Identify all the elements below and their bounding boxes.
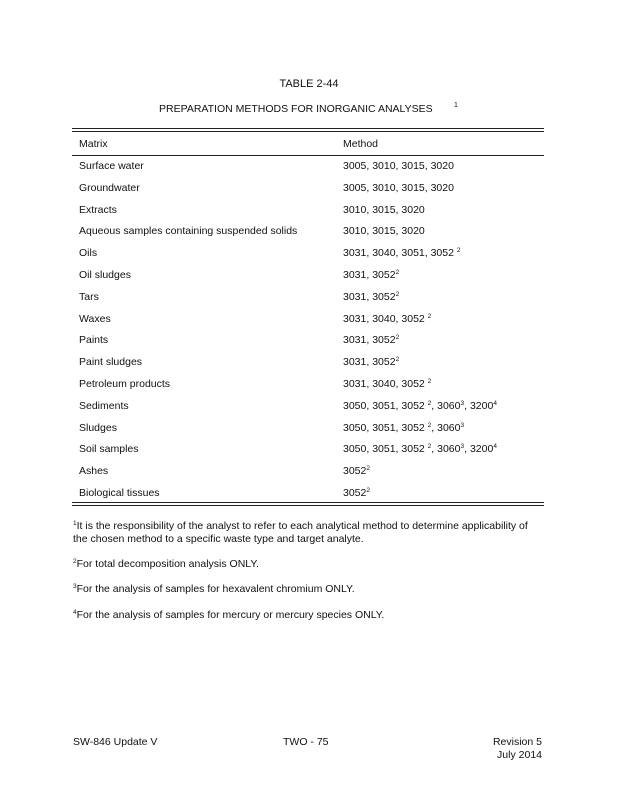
table-cell-matrix: Aqueous samples containing suspended solids	[79, 225, 298, 237]
footer-revision: Revision 5	[492, 736, 542, 748]
footnote-mark: 2	[73, 558, 77, 565]
footnote-ref: 2	[427, 443, 432, 450]
table-cell-method	[343, 422, 464, 434]
table-cell-method	[343, 313, 431, 325]
table-top-rule	[72, 128, 544, 132]
table-cell-method	[343, 378, 431, 390]
footnote-ref: 2	[427, 313, 432, 320]
table-cell-method	[343, 334, 399, 346]
table-cell-matrix: Extracts	[79, 204, 117, 216]
footnote-ref: 2	[395, 356, 400, 363]
method-text: , 3060	[431, 400, 461, 412]
table-cell-matrix: Ashes	[79, 465, 109, 477]
footnote-text: For the analysis of samples for mercury or mercury species ONLY.	[76, 609, 385, 621]
footnote-text: It is the responsibility of the analyst to refer to each analytical method to determine applicability of the chosen method to a specific waste type and target analyte.	[73, 520, 528, 545]
footnote-ref: 3	[460, 400, 465, 407]
table-cell-matrix: Oil sludges	[79, 269, 131, 281]
method-text: 3031, 3052	[343, 356, 396, 368]
table-cell-method	[343, 356, 399, 368]
table-cell-matrix: Sediments	[79, 400, 129, 412]
header-matrix: Matrix	[79, 138, 108, 150]
table-cell-method	[343, 443, 497, 455]
table-cell-matrix: Oils	[79, 247, 98, 259]
footnote-ref: 2	[456, 247, 461, 254]
method-text: 3005, 3010, 3015, 3020	[343, 160, 454, 172]
footnote-ref: 2	[427, 400, 432, 407]
table-cell-matrix: Paints	[79, 334, 109, 346]
footnote-ref: 3	[460, 422, 465, 429]
method-text: , 3060	[431, 443, 461, 455]
footnote-2	[73, 558, 543, 571]
method-text: 3031, 3040, 3051, 3052	[343, 247, 457, 259]
footnote-ref: 4	[493, 400, 497, 407]
footnote-ref: 2	[427, 378, 432, 385]
table-cell-method	[343, 247, 460, 259]
table-bottom-rule	[72, 502, 544, 506]
footnote-1	[73, 520, 543, 546]
table-cell-method	[343, 400, 497, 412]
header-rule	[72, 155, 544, 156]
method-text: , 3200	[464, 400, 494, 412]
method-text: 3050, 3051, 3052	[343, 400, 428, 412]
method-text: , 3200	[464, 443, 494, 455]
method-text: 3010, 3015, 3020	[343, 225, 425, 237]
footnote-ref: 4	[493, 443, 497, 450]
method-text: 3050, 3051, 3052	[343, 422, 428, 434]
method-text: 3031, 3052	[343, 291, 396, 303]
footnote-text: For total decomposition analysis ONLY.	[76, 558, 259, 570]
footnote-ref: 2	[366, 465, 370, 472]
footnote-ref: 2	[395, 334, 400, 341]
method-text: 3050, 3051, 3052	[343, 443, 428, 455]
footnote-text: For the analysis of samples for hexavalent chromium ONLY.	[76, 583, 355, 595]
table-cell-matrix: Sludges	[79, 422, 117, 434]
table-cell-matrix: Biological tissues	[79, 487, 160, 499]
table-cell-method	[343, 204, 425, 216]
method-text: 3052	[343, 487, 367, 499]
table-cell-matrix: Soil samples	[79, 443, 139, 455]
table-cell-matrix: Surface water	[79, 160, 144, 172]
table-cell-method	[343, 160, 454, 172]
table-cell-matrix: Tars	[79, 291, 99, 303]
table-cell-matrix: Paint sludges	[79, 356, 143, 368]
method-text: 3052	[343, 465, 367, 477]
table-cell-method	[343, 269, 399, 281]
footnote-ref: 3	[460, 443, 465, 450]
method-text: , 3060	[431, 422, 461, 434]
table-cell-method	[343, 225, 425, 237]
table-cell-matrix: Waxes	[79, 313, 111, 325]
footnote-mark: 4	[73, 609, 77, 616]
table-title: TABLE 2-44	[279, 78, 339, 90]
footnote-mark: 3	[73, 583, 77, 590]
footnote-4	[73, 609, 543, 622]
footer-document-id: SW-846 Update V	[73, 736, 158, 748]
table-cell-matrix: Petroleum products	[79, 378, 171, 390]
method-text: 3031, 3040, 3052	[343, 378, 428, 390]
table-cell-method	[343, 182, 454, 194]
method-text: 3031, 3040, 3052	[343, 313, 428, 325]
method-text: 3010, 3015, 3020	[343, 204, 425, 216]
subtitle-footnote-mark: 1	[454, 102, 458, 109]
footnote-ref: 2	[395, 291, 400, 298]
table-subtitle-text: PREPARATION METHODS FOR INORGANIC ANALYSES	[159, 103, 433, 115]
footer-revision-block	[470, 736, 542, 762]
footnote-ref: 2	[395, 269, 400, 276]
footer-page-number: TWO - 75	[283, 736, 329, 748]
method-text: 3031, 3052	[343, 334, 396, 346]
table-cell-matrix: Groundwater	[79, 182, 140, 194]
table-cell-method	[343, 465, 370, 477]
footnote-3	[73, 583, 543, 596]
footnote-ref: 2	[366, 487, 370, 494]
table-cell-method	[343, 291, 399, 303]
method-text: 3031, 3052	[343, 269, 396, 281]
method-text: 3005, 3010, 3015, 3020	[343, 182, 454, 194]
table-cell-method	[343, 487, 370, 499]
table-subtitle	[159, 102, 458, 115]
header-method: Method	[343, 138, 379, 150]
footer-date: July 2014	[497, 749, 542, 761]
footnote-mark: 1	[73, 520, 77, 527]
footnote-ref: 2	[427, 422, 432, 429]
